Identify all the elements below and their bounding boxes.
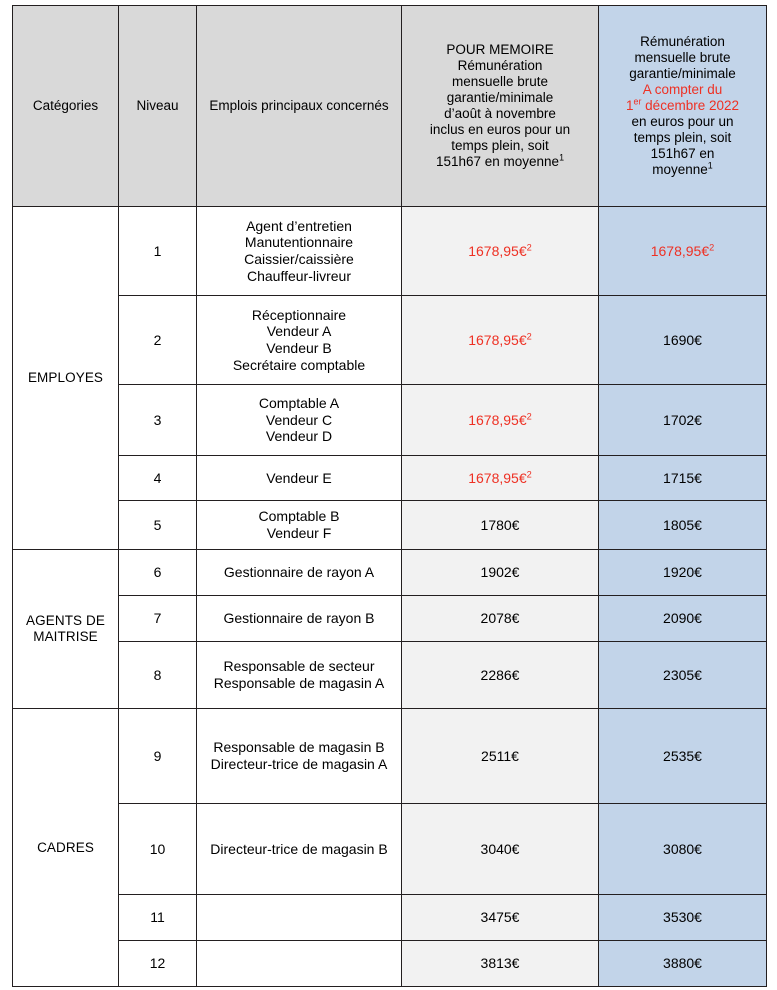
salary-scale-table (12, 5, 767, 987)
header-memo-line-4: garantie/minimale (446, 90, 554, 106)
table-row (13, 804, 767, 895)
memo-value-cell: 3040€ (402, 804, 599, 895)
header-memo-line-6: inclus en euros pour un (429, 121, 571, 137)
current-value-cell: 1715€ (599, 456, 767, 501)
category-line-1: AGENTS DE (26, 613, 105, 629)
memo-value: 1678,95€ (468, 469, 527, 486)
header-level: Niveau (119, 6, 197, 207)
header-memo-line-1: POUR MEMOIRE (446, 42, 554, 58)
job-line: Responsable de magasin A (213, 675, 385, 691)
memo-value: 1678,95€ (468, 242, 527, 259)
jobs-cell (197, 501, 402, 550)
memo-value-cell: 2078€ (402, 596, 599, 642)
job-line: Chauffeur-livreur (246, 267, 351, 284)
level-cell: 3 (119, 385, 197, 456)
level-cell: 7 (119, 596, 197, 642)
header-current-line-3: garantie/minimale (629, 66, 736, 82)
current-value-cell (599, 207, 767, 296)
job-line: Responsable de secteur (223, 658, 375, 675)
table-row (13, 385, 767, 456)
table-body (13, 207, 767, 987)
memo-footnote-marker: 2 (526, 411, 532, 422)
header-current-line-9-text: moyenne (652, 161, 708, 177)
table-row (13, 456, 767, 501)
category-cell-employes: EMPLOYES (13, 207, 119, 550)
level-cell: 8 (119, 642, 197, 709)
header-current-line-1: Rémunération (640, 34, 725, 50)
current-value-cell: 1690€ (599, 296, 767, 385)
job-line: Secrétaire comptable (232, 356, 366, 373)
level-cell: 12 (119, 941, 197, 987)
table-row (13, 501, 767, 550)
table-row (13, 941, 767, 987)
memo-value: 1678,95€ (468, 411, 527, 428)
level-cell: 4 (119, 456, 197, 501)
job-line: Agent d’entretien (246, 217, 352, 234)
table-row (13, 709, 767, 804)
table-row (13, 596, 767, 642)
current-value-cell: 2535€ (599, 709, 767, 804)
header-current-date-day: 1 (625, 98, 634, 114)
memo-value-cell: 1902€ (402, 550, 599, 596)
memo-footnote-marker: 2 (526, 242, 532, 253)
memo-value-cell (402, 296, 599, 385)
job-line: Réceptionnaire (251, 306, 347, 323)
level-cell: 5 (119, 501, 197, 550)
current-value-cell: 1805€ (599, 501, 767, 550)
header-current-line-9 (603, 162, 762, 178)
category-cell-cadres: CADRES (13, 709, 119, 987)
current-footnote-marker: 2 (709, 242, 715, 253)
jobs-cell-empty (197, 895, 402, 941)
memo-value-cell (402, 385, 599, 456)
jobs-cell (197, 596, 402, 642)
memo-value-cell: 2511€ (402, 709, 599, 804)
job-line: Gestionnaire de rayon A (223, 564, 375, 581)
category-cell-agents-de-maitrise (13, 550, 119, 709)
header-current-date-ordinal: er (633, 96, 642, 107)
jobs-cell (197, 550, 402, 596)
jobs-cell (197, 642, 402, 709)
memo-value-cell: 2286€ (402, 642, 599, 709)
job-line: Vendeur A (266, 323, 332, 340)
level-cell: 6 (119, 550, 197, 596)
jobs-cell (197, 804, 402, 895)
memo-value-cell: 1780€ (402, 501, 599, 550)
jobs-cell-empty (197, 941, 402, 987)
header-memo-remuneration (402, 6, 599, 207)
current-value-cell: 3080€ (599, 804, 767, 895)
header-memo-line-8-text: 151h67 en moyenne (435, 153, 560, 169)
job-line: Vendeur D (265, 428, 333, 445)
level-cell: 11 (119, 895, 197, 941)
table-row (13, 895, 767, 941)
header-current-effective-date-line-1: A compter du (642, 82, 723, 98)
jobs-cell (197, 456, 402, 501)
jobs-cell (197, 385, 402, 456)
current-value: 1678,95€ (650, 242, 710, 259)
header-current-footnote-marker: 1 (707, 160, 713, 171)
header-current-line-7: temps plein, soit (633, 129, 732, 145)
job-line: Manutentionnaire (244, 234, 354, 251)
job-line: Directeur-trice de magasin B (210, 840, 388, 857)
memo-footnote-marker: 2 (526, 469, 532, 480)
current-value-cell: 1920€ (599, 550, 767, 596)
level-cell: 10 (119, 804, 197, 895)
header-categories: Catégories (13, 6, 119, 207)
job-line: Vendeur F (266, 525, 332, 541)
jobs-cell (197, 296, 402, 385)
job-line: Vendeur C (265, 411, 333, 428)
current-value-cell: 2305€ (599, 642, 767, 709)
jobs-cell (197, 709, 402, 804)
header-jobs: Emplois principaux concernés (197, 6, 402, 207)
header-current-line-2: mensuelle brute (634, 50, 731, 66)
level-cell: 1 (119, 207, 197, 296)
job-line: Caissier/caissière (244, 251, 354, 267)
jobs-cell (197, 207, 402, 296)
current-value-cell: 3530€ (599, 895, 767, 941)
table-row (13, 550, 767, 596)
job-line: Vendeur E (266, 469, 332, 486)
header-current-effective-date-line-2 (603, 98, 762, 114)
memo-value: 1678,95€ (468, 331, 527, 348)
memo-value-cell (402, 456, 599, 501)
level-cell: 2 (119, 296, 197, 385)
header-memo-line-7: temps plein, soit (451, 137, 549, 153)
job-line: Vendeur B (266, 340, 332, 356)
job-line: Responsable de magasin B (213, 739, 385, 756)
header-current-line-8: 151h67 en (650, 145, 715, 161)
table-row (13, 642, 767, 709)
job-line: Directeur-trice de magasin A (210, 756, 388, 772)
job-line: Comptable A (258, 395, 340, 412)
table-row (13, 296, 767, 385)
memo-footnote-marker: 2 (526, 331, 532, 342)
current-value-cell: 1702€ (599, 385, 767, 456)
header-memo-line-8 (406, 154, 594, 170)
category-line-2: MAITRISE (33, 629, 98, 644)
current-value-cell: 3880€ (599, 941, 767, 987)
memo-value-cell: 3475€ (402, 895, 599, 941)
level-cell: 9 (119, 709, 197, 804)
header-current-remuneration (599, 6, 767, 207)
header-memo-footnote-marker: 1 (559, 152, 565, 163)
header-memo-line-5: d’août à novembre (444, 106, 556, 121)
job-line: Comptable B (258, 508, 340, 525)
header-current-line-6: en euros pour un (631, 113, 734, 129)
table-row (13, 207, 767, 296)
current-value-cell: 2090€ (599, 596, 767, 642)
table-header-row (13, 6, 767, 207)
header-memo-line-3: mensuelle brute (451, 74, 549, 90)
header-current-date-month-year: décembre 2022 (641, 98, 739, 114)
header-memo-line-2: Rémunération (457, 58, 543, 74)
memo-value-cell (402, 207, 599, 296)
job-line: Gestionnaire de rayon B (223, 610, 375, 627)
memo-value-cell: 3813€ (402, 941, 599, 987)
